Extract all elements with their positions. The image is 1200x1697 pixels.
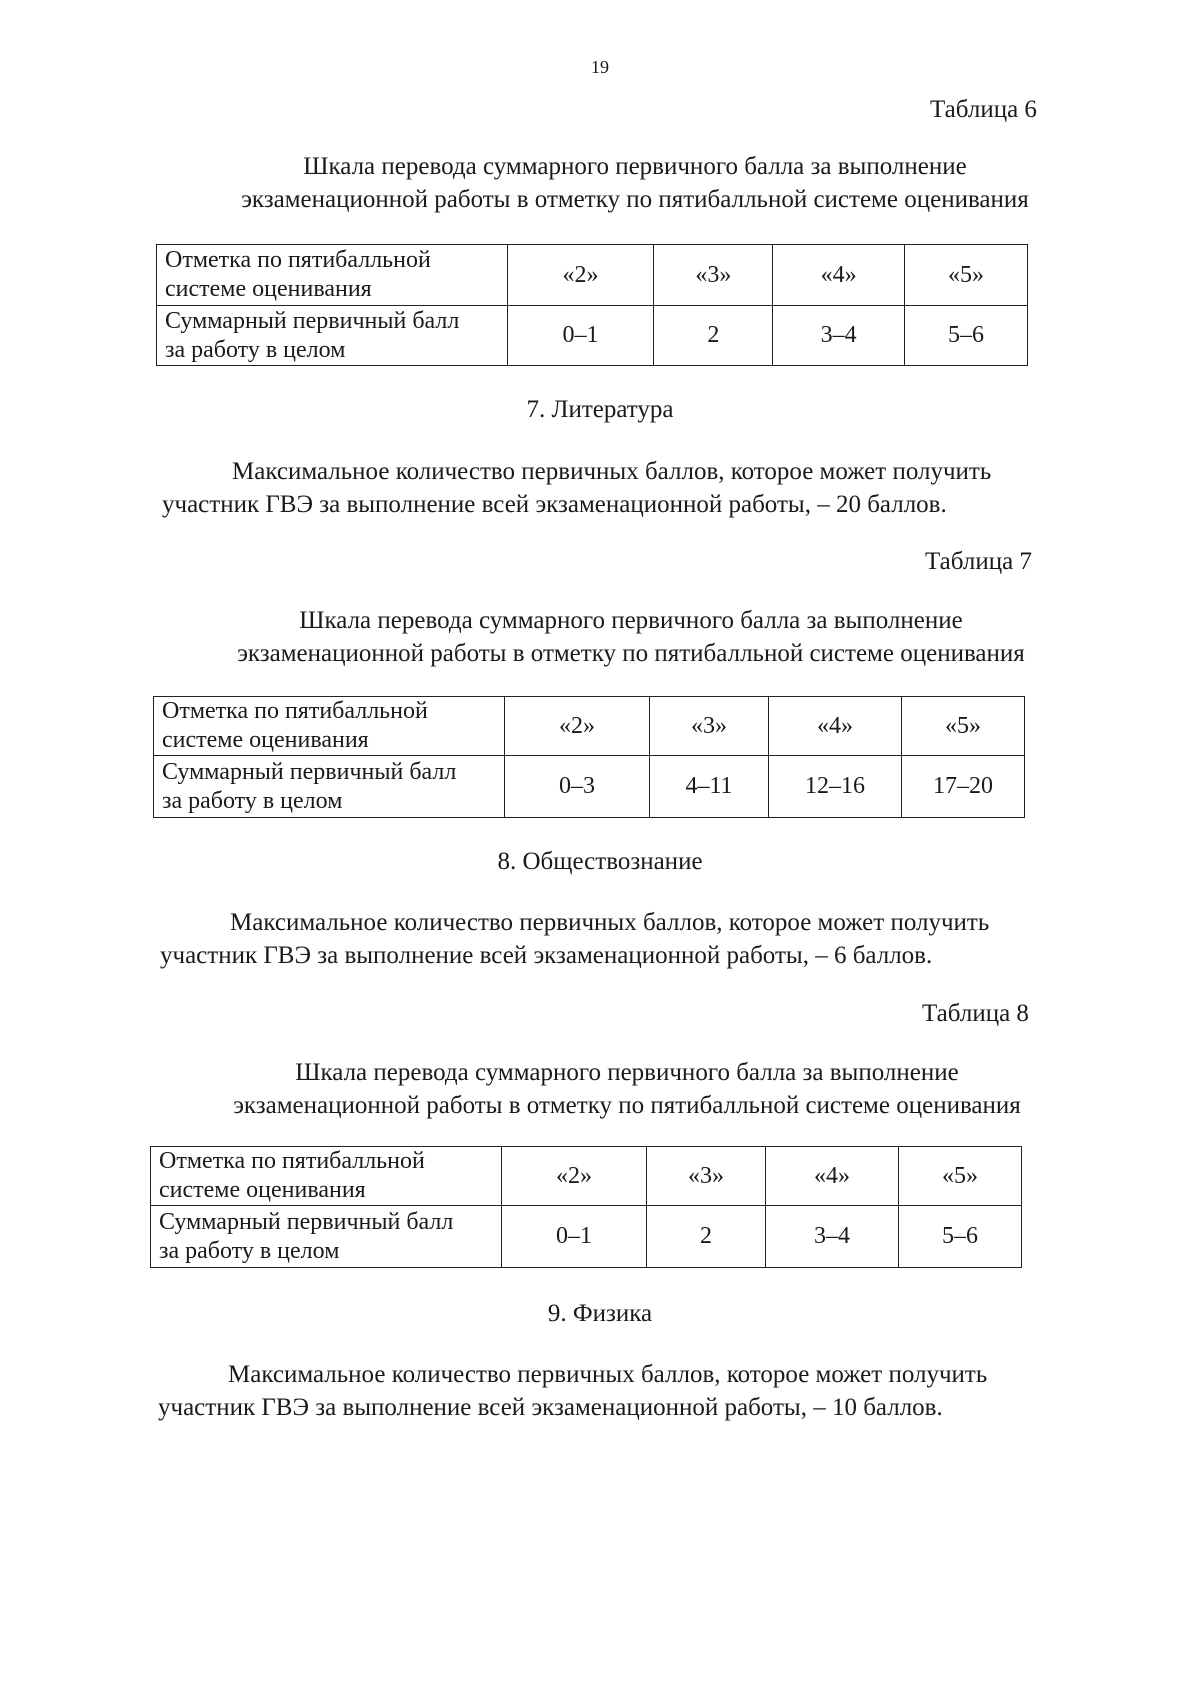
table-row-grades [154,697,1025,756]
grade-cell: «3» [654,245,773,306]
row-header-line: системе оценивания [165,276,372,302]
grade-cell: «2» [502,1147,647,1206]
table-row-grades [151,1147,1022,1206]
paragraph-line: участник ГВЭ за выполнение всей экзаменационной работы, – 6 баллов. [160,942,933,969]
grade-cell: «5» [902,697,1025,756]
score-cell: 5–6 [899,1206,1022,1268]
table-8 [150,1146,1022,1268]
row-header-line: Отметка по пятибалльной [159,1148,425,1174]
grade-cell: «4» [769,697,902,756]
score-cell: 3–4 [766,1206,899,1268]
row-header-line: за работу в целом [159,1237,340,1264]
row-header-grade [157,245,508,306]
row-header-line: за работу в целом [165,336,346,363]
row-header-score [157,306,508,366]
table-7 [153,696,1025,818]
score-cell: 5–6 [905,306,1028,366]
score-cell: 3–4 [773,306,905,366]
grade-cell: «2» [507,245,654,306]
row-header-line: Суммарный первичный балл [165,307,460,334]
grade-cell: «5» [899,1147,1022,1206]
table-8-label: Таблица 8 [922,1000,1029,1027]
score-cell: 0–3 [505,756,650,818]
caption-line: экзаменационной работы в отметку по пятибалльной системе оценивания [241,186,1029,213]
section-paragraph [158,1358,1058,1424]
grade-cell: «4» [773,245,905,306]
table-row-scores [154,756,1025,818]
grade-cell: «3» [650,697,769,756]
score-cell: 2 [647,1206,766,1268]
table-7-label: Таблица 7 [925,548,1032,575]
score-cell: 12–16 [769,756,902,818]
table-row-grades [157,245,1028,306]
grade-cell: «5» [905,245,1028,306]
row-header-line: Отметка по пятибалльной [165,247,431,273]
score-cell: 0–1 [507,306,654,366]
row-header-grade [154,697,505,756]
table-6 [156,244,1028,366]
row-header-grade [151,1147,502,1206]
grade-cell: «4» [766,1147,899,1206]
table-6-caption [160,150,1110,216]
paragraph-line: участник ГВЭ за выполнение всей экзаменационной работы, – 10 баллов. [158,1394,943,1421]
caption-line: экзаменационной работы в отметку по пятибалльной системе оценивания [233,1092,1021,1119]
paragraph-line: участник ГВЭ за выполнение всей экзаменационной работы, – 20 баллов. [162,491,947,518]
paragraph-line: Максимальное количество первичных баллов, которое может получить [228,1361,988,1388]
caption-line: Шкала перевода суммарного первичного балла за выполнение [299,607,963,634]
page-number: 19 [591,57,609,77]
caption-line: Шкала перевода суммарного первичного балла за выполнение [303,153,967,180]
section-heading: 8. Обществознание [497,848,703,875]
score-cell: 2 [654,306,773,366]
section-paragraph [162,455,1062,521]
table-6-label: Таблица 6 [930,96,1037,123]
row-header-score [154,756,505,818]
grade-cell: «2» [505,697,650,756]
caption-line: экзаменационной работы в отметку по пятибалльной системе оценивания [237,640,1025,667]
row-header-line: за работу в целом [162,787,343,814]
section-heading: 9. Физика [547,1300,653,1327]
paragraph-line: Максимальное количество первичных баллов, которое может получить [232,458,992,485]
score-cell: 17–20 [902,756,1025,818]
score-cell: 0–1 [502,1206,647,1268]
row-header-line: системе оценивания [159,1177,366,1203]
paragraph-line: Максимальное количество первичных баллов, которое может получить [230,909,990,936]
grade-cell: «3» [647,1147,766,1206]
score-cell: 4–11 [650,756,769,818]
caption-line: Шкала перевода суммарного первичного балла за выполнение [295,1059,959,1086]
table-row-scores [151,1206,1022,1268]
row-header-line: Суммарный первичный балл [162,758,457,785]
table-row-scores [157,306,1028,366]
row-header-score [151,1206,502,1268]
row-header-line: системе оценивания [162,727,369,753]
table-7-caption [156,604,1106,670]
section-heading: 7. Литература [526,396,674,423]
table-8-caption [152,1056,1102,1122]
section-paragraph [160,906,1060,972]
row-header-line: Отметка по пятибалльной [162,698,428,724]
row-header-line: Суммарный первичный балл [159,1208,454,1235]
